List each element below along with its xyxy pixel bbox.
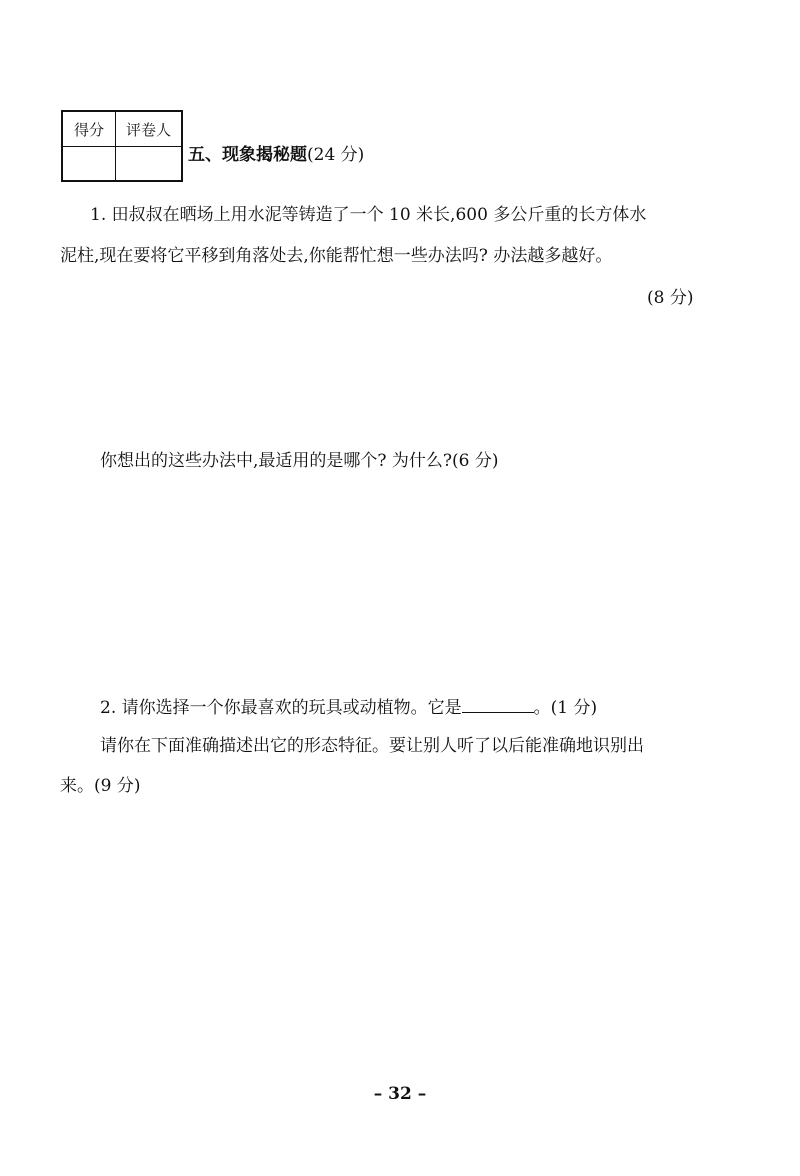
question2-line1 [100,696,597,717]
section-title [188,140,364,165]
score-header: 得分 [62,111,116,147]
question1-points: (8 分) [647,288,694,308]
section-title-text: 五、现象揭秘题 [188,145,307,165]
grader-cell[interactable] [116,147,183,182]
question2-points: 。(1 分) [533,698,598,718]
question2-line2: 请你在下面准确描述出它的形态特征。要让别人听了以后能准确地识别出 [100,736,644,756]
question2-prompt: 2. 请你选择一个你最喜欢的玩具或动植物。它是 [100,698,462,718]
grader-header: 评卷人 [116,111,183,147]
question1-followup: 你想出的这些办法中,最适用的是哪个? 为什么?(6 分) [100,451,499,471]
question1-line2: 泥柱,现在要将它平移到角落处去,你能帮忙想一些办法吗? 办法越多越好。 [60,246,613,266]
question2-line3: 来。(9 分) [60,776,141,796]
score-table [61,110,183,182]
page-number: – 32 – [373,1084,427,1104]
score-cell[interactable] [62,147,116,182]
question1-line1: 1. 田叔叔在晒场上用水泥等铸造了一个 10 米长,600 多公斤重的长方体水 [90,205,647,225]
section-points: (24 分) [307,145,365,165]
answer-blank[interactable] [462,696,534,713]
